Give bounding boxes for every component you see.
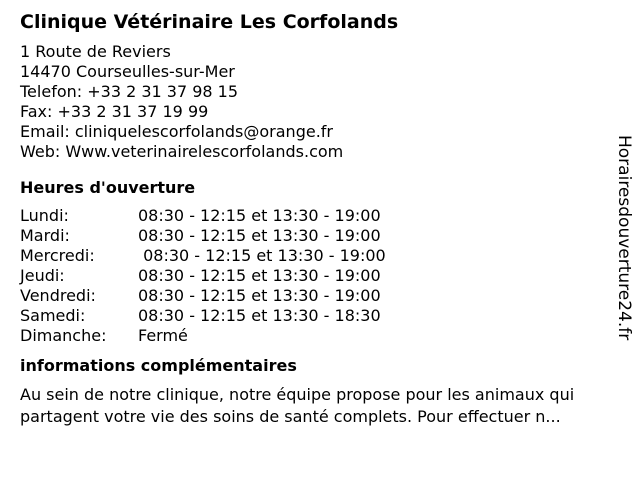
info-text: Au sein de notre clinique, notre équipe propose pour les animaux qui partagent votre vie des soins de santé complets. Pour effectuer n... xyxy=(20,385,575,426)
info-heading: informations complémentaires xyxy=(20,356,297,375)
hours-row xyxy=(20,306,620,326)
email-line: Email: cliniquelescorfolands@orange.fr xyxy=(20,122,333,141)
contact-block xyxy=(20,42,620,162)
day-label: Mardi: xyxy=(20,226,70,245)
time-value: 08:30 - 12:15 et 13:30 - 19:00 xyxy=(138,266,381,285)
time-value: 08:30 - 12:15 et 13:30 - 19:00 xyxy=(138,286,381,305)
day-label: Mercredi: xyxy=(20,246,95,265)
time-value: 08:30 - 12:15 et 13:30 - 19:00 xyxy=(138,206,381,225)
site-watermark: Horairesdouverture24.fr xyxy=(614,135,634,341)
day-label: Jeudi: xyxy=(20,266,65,285)
time-value: Fermé xyxy=(138,326,188,345)
clinic-card xyxy=(20,10,620,428)
clinic-name: Clinique Vétérinaire Les Corfolands xyxy=(20,11,399,33)
fax-line: Fax: +33 2 31 37 19 99 xyxy=(20,102,209,121)
time-value: 08:30 - 12:15 et 13:30 - 19:00 xyxy=(138,246,386,265)
hours-table xyxy=(20,206,620,346)
web-line: Web: Www.veterinairelescorfolands.com xyxy=(20,142,344,161)
address-line-2: 14470 Courseulles-sur-Mer xyxy=(20,62,235,81)
hours-row xyxy=(20,246,620,266)
hours-row xyxy=(20,326,620,346)
phone-line: Telefon: +33 2 31 37 98 15 xyxy=(20,82,239,101)
day-label: Lundi: xyxy=(20,206,69,225)
hours-row xyxy=(20,266,620,286)
day-label: Dimanche: xyxy=(20,326,107,345)
hours-heading: Heures d'ouverture xyxy=(20,178,196,197)
hours-row xyxy=(20,206,620,226)
hours-row xyxy=(20,286,620,306)
time-value: 08:30 - 12:15 et 13:30 - 19:00 xyxy=(138,226,381,245)
day-label: Samedi: xyxy=(20,306,86,325)
hours-row xyxy=(20,226,620,246)
address-line-1: 1 Route de Reviers xyxy=(20,42,171,61)
day-label: Vendredi: xyxy=(20,286,96,305)
time-value: 08:30 - 12:15 et 13:30 - 18:30 xyxy=(138,306,381,325)
